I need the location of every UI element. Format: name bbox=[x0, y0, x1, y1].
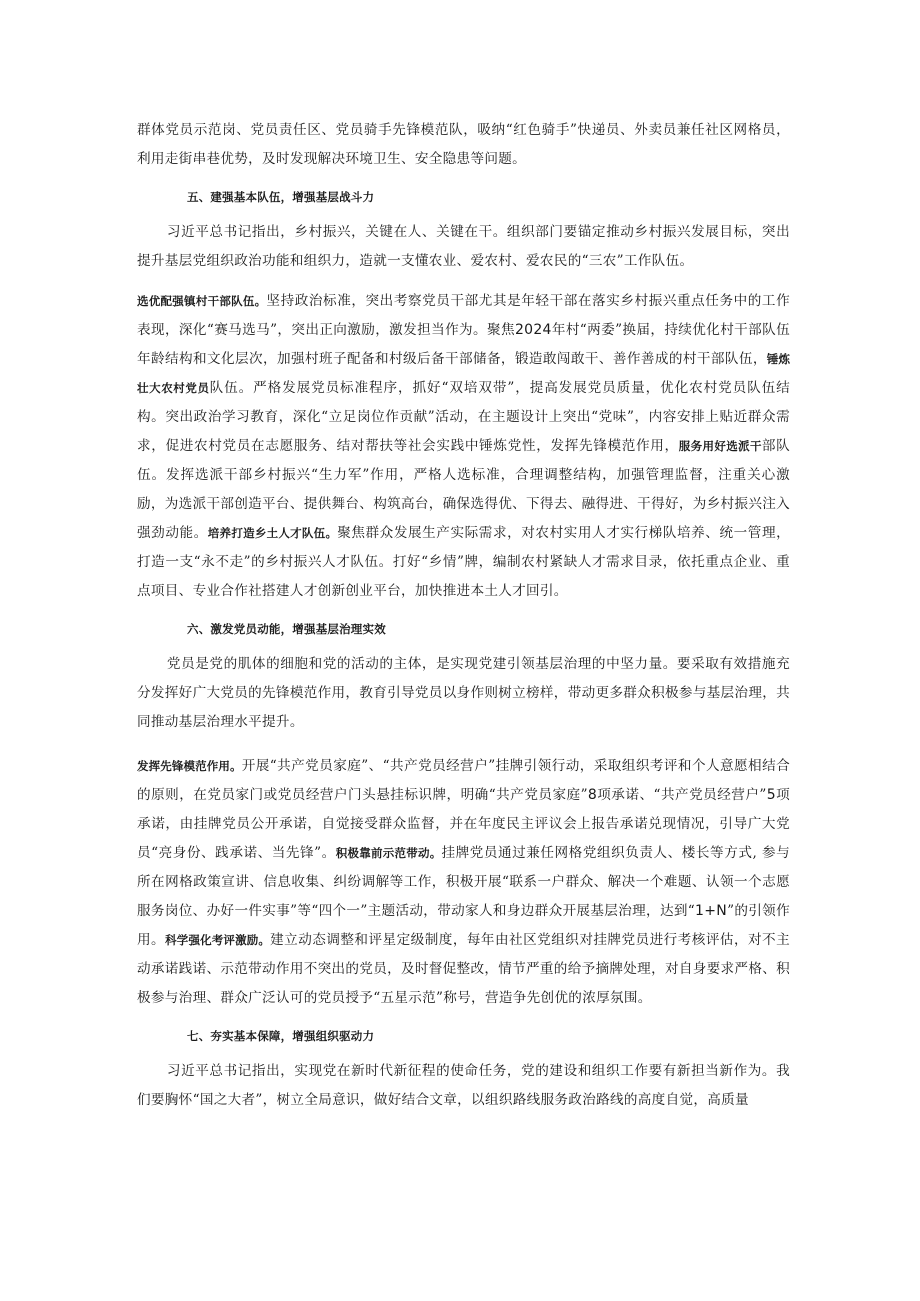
text-segment: 项承诺，由挂牌党员公开承诺，自觉接受群众监督，并在年度民主评议会上报告承诺兑现情况，引导广大党员“亮身份、践承诺、当先锋”。 bbox=[137, 787, 790, 861]
document-body bbox=[137, 116, 790, 1115]
section-6-body bbox=[137, 752, 790, 1013]
number-1-plus-n: 1+N bbox=[695, 903, 728, 919]
section-5-heading: 五、建强基本队伍，增强基层战斗力 bbox=[187, 190, 375, 204]
section-7-heading: 七、夯实基本保障，增强组织驱动力 bbox=[187, 1029, 375, 1043]
text-segment: ”的引领作用。 bbox=[137, 903, 790, 948]
text-segment: 建立动态调整和评星定级制度，每年由社区党组织对挂牌党员进行考核评估，对不主动承诺践诺、示范带动作用不突出的党员，及时督促整改，情节严重的给予摘牌处理，对自身要求严格、积极参与治理、群众广泛认可的党员授予“五星示范”称号，营造争先创优的浓厚氛围。 bbox=[137, 932, 791, 1006]
lead-party-members: 锤炼壮大农村党员 bbox=[137, 352, 791, 395]
section-7-intro: 习近平总书记指出，实现党在新时代新征程的使命任务，党的建设和组织工作要有新担当新作为。我们要胸怀“国之大者”，树立全局意识，做好结合文章，以组织路线服务政治路线的高度自觉，高质量 bbox=[137, 1063, 790, 1108]
lead-dispatched-cadres: 服务用好选派干 bbox=[678, 439, 762, 453]
lead-vanguard-role: 发挥先锋模范作用。 bbox=[137, 759, 242, 773]
section-6-heading: 六、激发党员动能，增强基层治理实效 bbox=[187, 622, 386, 636]
text-segment: 项承诺、“共产党员经营户” bbox=[597, 787, 767, 803]
section-6-intro: 党员是党的肌体的细胞和党的活动的主体，是实现党建引领基层治理的中坚力量。要采取有效措施充分发挥好广大党员的先锋模范作用，教育引导党员以身作则树立榜样，带动更多群众积极参与基层治理，共同推动基层治理水平提升。 bbox=[137, 656, 791, 730]
text-segment: 队伍。严格发展党员标准程序，抓好“双培双带”，提高发展党员质量，优化农村党员队伍结构。突出政治学习教育，深化“立足岗位作贡献”活动，在主题设计上突出“党味”，内容安排上贴近群众需求，促进农村党员在志愿服务、结对帮扶等社会实践中锤炼党性，发挥先锋模范作用， bbox=[137, 380, 790, 454]
text-segment: 年村“两委”换届，持续优化村干部队伍年龄结构和文化层次，加强村班子配备和村级后备干部储备，锻造敢闯敢干、善作善成的村干部队伍， bbox=[137, 322, 790, 367]
lead-demonstration: 积极靠前示范带动。 bbox=[335, 846, 442, 860]
text-segment: 部队伍。发挥选派干部乡村振兴“生力军”作用，严格人选标准，合理调整结构，加强管理监督，注重关心激励，为选派干部创造平台、提供舞台、构筑高台，确保选得优、下得去、融得进、干得好，为乡村振兴注入强劲动能。 bbox=[137, 438, 791, 541]
lead-evaluation: 科学强化考评激励。 bbox=[165, 933, 271, 947]
number-8: 8 bbox=[587, 787, 598, 803]
text-segment: 聚焦群众发展生产实际需求，对农村实用人才实行梯队培养、统一管理，打造一支“永不走”的乡村振兴人才队伍。打好“乡情”牌，编制农村紧缺人才需求目录，依托重点企业、重点项目、专业合作社搭建人才创新创业平台，加快推进本土人才回引。 bbox=[137, 525, 790, 599]
section-5-intro: 习近平总书记指出，乡村振兴，关键在人、关键在干。组织部门要锚定推动乡村振兴发展目标，突出提升基层党组织政治功能和组织力，造就一支懂农业、爱农村、爱农民的“三农”工作队伍。 bbox=[137, 224, 790, 269]
text-segment: 开展“共产党员家庭”、“共产党员经营户”挂牌引领行动，采取组织考评和个人意愿相结合的原则，在党员家门或党员经营户门头悬挂标识牌，明确“共产党员家庭” bbox=[137, 758, 790, 803]
lead-select-cadres: 选优配强镇村干部队伍。 bbox=[137, 294, 267, 308]
year-number: 2024 bbox=[514, 322, 552, 338]
section-5-body bbox=[137, 287, 790, 606]
text-segment: 挂牌党员通过兼任网格党组织负责人、楼长等方式, 参与所在网格政策宣讲、信息收集、纠纷调解等工作，积极开展“联系一户群众、解决一个难题、认领一个志愿服务岗位、办好一件实事”等“四个一”主题活动，带动家人和身边群众开展基层治理，达到“ bbox=[137, 845, 790, 919]
text-segment: 坚持政治标准，突出考察党员干部尤其是年轻干部在落实乡村振兴重点任务中的工作表现，深化“赛马选马”，突出正向激励，激发担当作为。聚焦 bbox=[137, 293, 790, 338]
number-5: 5 bbox=[766, 787, 776, 803]
lead-local-talent: 培养打造乡土人才队伍。 bbox=[207, 526, 338, 540]
paragraph-intro-tail: 群体党员示范岗、党员责任区、党员骑手先锋模范队，吸纳“红色骑手”快递员、外卖员兼任社区网格员，利用走街串巷优势，及时发现解决环境卫生、安全隐患等问题。 bbox=[137, 122, 790, 167]
